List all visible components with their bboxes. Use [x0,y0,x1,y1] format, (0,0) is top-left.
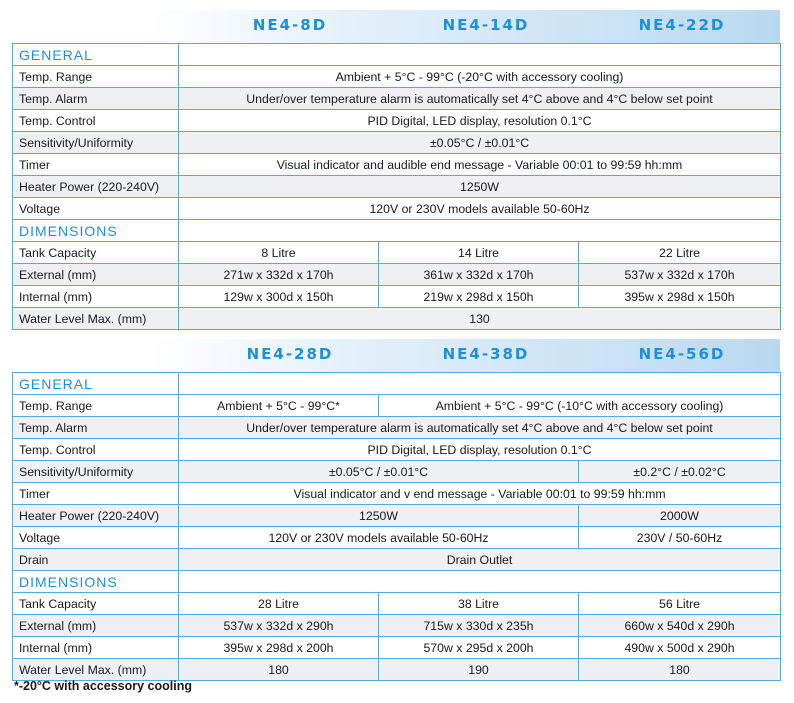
cell: 28 Litre [179,593,379,615]
section-title: GENERAL [13,373,179,395]
section-row [13,373,781,395]
table-row [13,395,781,417]
cell: 120V or 230V models available 50-60Hz [179,527,579,549]
table-row [13,66,781,88]
row-label: Water Level Max. (mm) [13,659,179,681]
cell: 180 [179,659,379,681]
row-label: Temp. Alarm [13,88,179,110]
spec-grid-2 [12,372,781,681]
table-row [13,264,781,286]
row-label: Temp. Control [13,439,179,461]
cell: 537w x 332d x 290h [179,615,379,637]
cell: 14 Litre [379,242,579,264]
model-name: NE4-8D [252,16,328,34]
cell: 190 [379,659,579,681]
row-value: ±0.05°C / ±0.01°C [179,132,781,154]
row-label: Drain [13,549,179,571]
row-label: Tank Capacity [13,593,179,615]
row-label: External (mm) [13,264,179,286]
row-label: Temp. Range [13,66,179,88]
row-label: Water Level Max. (mm) [13,308,179,330]
cell: ±0.05°C / ±0.01°C [179,461,579,483]
row-label: Internal (mm) [13,286,179,308]
table-row [13,110,781,132]
model-name: NE4-22D [638,16,726,34]
cell: 490w x 500d x 290h [579,637,781,659]
row-value: PID Digital, LED display, resolution 0.1°C [179,439,781,461]
model-name: NE4-56D [638,345,726,363]
table-row [13,637,781,659]
cell: 395w x 298d x 200h [179,637,379,659]
section-row [13,220,781,242]
spec-grid-1 [12,43,781,330]
cell: 38 Litre [379,593,579,615]
table-row [13,286,781,308]
row-label: Heater Power (220-240V) [13,176,179,198]
spec-table-1 [12,10,780,330]
table-row [13,198,781,220]
table-row [13,88,781,110]
cell: 395w x 298d x 150h [579,286,781,308]
table-row [13,483,781,505]
row-value: Under/over temperature alarm is automatically set 4°C above and 4°C below set point [179,88,781,110]
cell: 8 Litre [179,242,379,264]
cell: 230V / 50-60Hz [579,527,781,549]
row-value: PID Digital, LED display, resolution 0.1°C [179,110,781,132]
model-header-2 [12,339,780,372]
footnote: *-20°C with accessory cooling [14,679,192,693]
row-label: Temp. Control [13,110,179,132]
row-value: Drain Outlet [179,549,781,571]
table-row [13,242,781,264]
row-label: Voltage [13,527,179,549]
cell: 537w x 332d x 170h [579,264,781,286]
table-row [13,593,781,615]
table-row [13,308,781,330]
table-row [13,439,781,461]
row-value: Visual indicator and v end message - Variable 00:01 to 99:59 hh:mm [179,483,781,505]
row-value: 120V or 230V models available 50-60Hz [179,198,781,220]
model-header-1 [12,10,780,43]
row-value: Under/over temperature alarm is automatically set 4°C above and 4°C below set point [179,417,781,439]
spec-table-2 [12,339,780,681]
row-label: Sensitivity/Uniformity [13,461,179,483]
table-row [13,417,781,439]
row-label: Sensitivity/Uniformity [13,132,179,154]
cell: 660w x 540d x 290h [579,615,781,637]
row-label: Internal (mm) [13,637,179,659]
section-row [13,571,781,593]
model-name: NE4-28D [246,345,334,363]
table-row [13,549,781,571]
cell: 570w x 295d x 200h [379,637,579,659]
table-row [13,615,781,637]
section-title: GENERAL [13,44,179,66]
cell: Ambient + 5°C - 99°C (-10°C with accessory cooling) [379,395,781,417]
row-label: Tank Capacity [13,242,179,264]
row-value: Visual indicator and audible end message - Variable 00:01 to 99:59 hh:mm [179,154,781,176]
row-label: Heater Power (220-240V) [13,505,179,527]
row-value: Ambient + 5°C - 99°C (-20°C with accessory cooling) [179,66,781,88]
cell: 1250W [179,505,579,527]
table-row [13,659,781,681]
cell: Ambient + 5°C - 99°C* [179,395,379,417]
row-label: Temp. Range [13,395,179,417]
section-row [13,44,781,66]
cell: 219w x 298d x 150h [379,286,579,308]
row-label: External (mm) [13,615,179,637]
cell: 2000W [579,505,781,527]
table-row [13,154,781,176]
table-row [13,527,781,549]
model-name: NE4-14D [442,16,530,34]
section-title: DIMENSIONS [13,571,179,593]
row-label: Voltage [13,198,179,220]
cell: 22 Litre [579,242,781,264]
table-row [13,505,781,527]
cell: ±0.2°C / ±0.02°C [579,461,781,483]
cell: 715w x 330d x 235h [379,615,579,637]
row-label: Timer [13,483,179,505]
row-label: Temp. Alarm [13,417,179,439]
cell: 56 Litre [579,593,781,615]
row-value: 1250W [179,176,781,198]
section-title: DIMENSIONS [13,220,179,242]
table-row [13,461,781,483]
cell: 180 [579,659,781,681]
cell: 271w x 332d x 170h [179,264,379,286]
model-name: NE4-38D [442,345,530,363]
cell: 129w x 300d x 150h [179,286,379,308]
cell: 361w x 332d x 170h [379,264,579,286]
table-row [13,176,781,198]
row-label: Timer [13,154,179,176]
table-row [13,132,781,154]
row-value: 130 [179,308,781,330]
